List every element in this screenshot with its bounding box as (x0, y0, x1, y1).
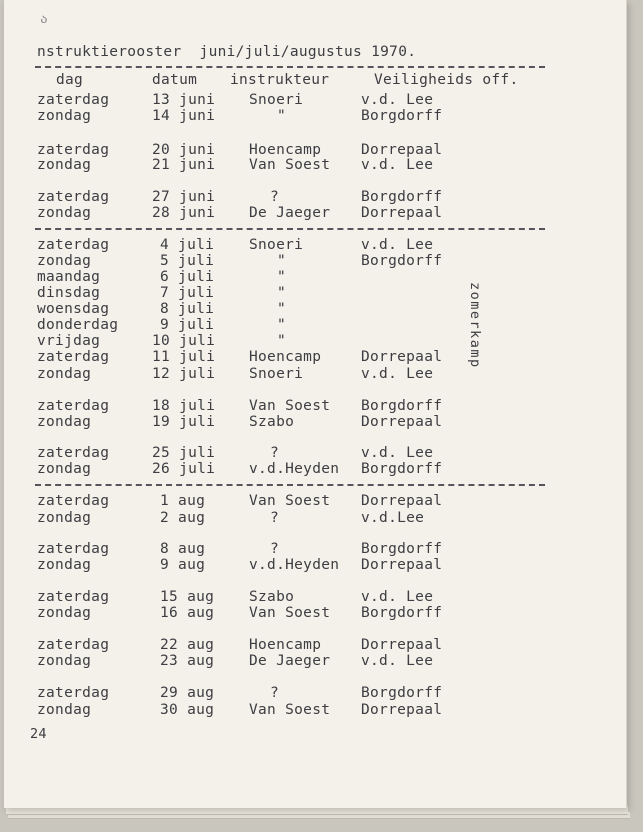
cell-instrukteur: ? (270, 445, 280, 461)
cell-datum: 7 juli (160, 285, 215, 301)
cell-datum: 26 juli (152, 461, 216, 477)
cell-veiligheid: v.d. Lee (361, 589, 434, 605)
cell-dag: zondag (37, 702, 92, 718)
cell-dag: woensdag (37, 301, 110, 317)
cell-instrukteur: Van Soest (249, 605, 331, 621)
cell-instrukteur: Hoencamp (249, 637, 322, 653)
cell-instrukteur: De Jaeger (249, 205, 331, 221)
cell-instrukteur: ? (270, 189, 280, 205)
divider-rule (35, 66, 545, 68)
document-page (4, 0, 627, 808)
cell-datum: 18 juli (152, 398, 216, 414)
cell-datum: 9 aug (160, 557, 206, 573)
cell-veiligheid: Dorrepaal (361, 349, 443, 365)
page-number: 24 (30, 726, 47, 742)
cell-veiligheid: Dorrepaal (361, 142, 443, 158)
cell-datum: 8 aug (160, 541, 206, 557)
cell-dag: zaterdag (37, 237, 110, 253)
cell-veiligheid: Borgdorff (361, 685, 443, 701)
cell-veiligheid: Borgdorff (361, 189, 443, 205)
column-header-veiligheid: Veiligheids off. (374, 72, 519, 88)
cell-dag: vrijdag (37, 333, 101, 349)
cell-veiligheid: v.d. Lee (361, 92, 434, 108)
cell-instrukteur: ? (270, 541, 280, 557)
cell-veiligheid: v.d. Lee (361, 366, 434, 382)
cell-instrukteur: " (277, 301, 287, 317)
cell-datum: 23 aug (160, 653, 215, 669)
cell-instrukteur: v.d.Heyden (249, 557, 340, 573)
cell-datum: 20 juni (152, 142, 216, 158)
cell-instrukteur: Hoencamp (249, 349, 322, 365)
cell-dag: zaterdag (37, 685, 110, 701)
cell-dag: zondag (37, 205, 92, 221)
cell-veiligheid: Borgdorff (361, 398, 443, 414)
cell-instrukteur: " (277, 269, 287, 285)
column-header-datum: datum (152, 72, 198, 88)
cell-veiligheid: v.d.Lee (361, 510, 425, 526)
cell-instrukteur: " (277, 317, 287, 333)
cell-instrukteur: ? (270, 685, 280, 701)
cell-instrukteur: De Jaeger (249, 653, 331, 669)
cell-datum: 28 juni (152, 205, 216, 221)
divider-rule (35, 228, 545, 230)
cell-datum: 10 juli (152, 333, 216, 349)
cell-instrukteur: Snoeri (249, 92, 304, 108)
cell-veiligheid: Dorrepaal (361, 702, 443, 718)
cell-veiligheid: Borgdorff (361, 108, 443, 124)
cell-veiligheid: Dorrepaal (361, 493, 443, 509)
cell-datum: 27 juni (152, 189, 216, 205)
cell-instrukteur: ? (270, 510, 280, 526)
cell-dag: maandag (37, 269, 101, 285)
cell-dag: zondag (37, 157, 92, 173)
cell-veiligheid: Borgdorff (361, 605, 443, 621)
cell-dag: zondag (37, 605, 92, 621)
page-title: nstruktierooster juni/juli/augustus 1970. (37, 44, 417, 60)
cell-dag: zondag (37, 557, 92, 573)
cell-datum: 8 juli (160, 301, 215, 317)
cell-dag: donderdag (37, 317, 119, 333)
cell-datum: 5 juli (160, 253, 215, 269)
cell-dag: zondag (37, 366, 92, 382)
cell-dag: zaterdag (37, 142, 110, 158)
cell-datum: 1 aug (160, 493, 206, 509)
cell-dag: dinsdag (37, 285, 101, 301)
column-header-dag: dag (56, 72, 84, 88)
cell-veiligheid: Dorrepaal (361, 205, 443, 221)
cell-dag: zaterdag (37, 445, 110, 461)
cell-veiligheid: Dorrepaal (361, 637, 443, 653)
cell-datum: 30 aug (160, 702, 215, 718)
cell-instrukteur: Van Soest (249, 157, 331, 173)
cell-dag: zaterdag (37, 541, 110, 557)
cell-instrukteur: Hoencamp (249, 142, 322, 158)
cell-veiligheid: v.d. Lee (361, 237, 434, 253)
column-header-instrukteur: instrukteur (230, 72, 330, 88)
cell-instrukteur: Szabo (249, 414, 295, 430)
cell-instrukteur: Snoeri (249, 237, 304, 253)
cell-datum: 13 juni (152, 92, 216, 108)
cell-datum: 6 juli (160, 269, 215, 285)
cell-dag: zaterdag (37, 189, 110, 205)
cell-datum: 19 juli (152, 414, 216, 430)
cell-veiligheid: v.d. Lee (361, 445, 434, 461)
cell-instrukteur: " (277, 253, 287, 269)
cell-instrukteur: Van Soest (249, 493, 331, 509)
cell-instrukteur: " (277, 285, 287, 301)
cell-instrukteur: Van Soest (249, 702, 331, 718)
cell-dag: zaterdag (37, 398, 110, 414)
cell-dag: zondag (37, 653, 92, 669)
cell-datum: 11 juli (152, 349, 216, 365)
cell-veiligheid: v.d. Lee (361, 653, 434, 669)
cell-dag: zaterdag (37, 92, 110, 108)
divider-rule (35, 484, 545, 486)
cell-instrukteur: Szabo (249, 589, 295, 605)
cell-dag: zaterdag (37, 349, 110, 365)
cell-instrukteur: v.d.Heyden (249, 461, 340, 477)
cell-datum: 29 aug (160, 685, 215, 701)
cell-datum: 22 aug (160, 637, 215, 653)
cell-datum: 4 juli (160, 237, 215, 253)
cell-dag: zondag (37, 461, 92, 477)
cell-veiligheid: Borgdorff (361, 541, 443, 557)
cell-dag: zondag (37, 414, 92, 430)
cell-dag: zondag (37, 108, 92, 124)
cell-datum: 12 juli (152, 366, 216, 382)
zomerkamp-label: zomerkamp (467, 282, 483, 369)
corner-mark: ა (40, 12, 49, 27)
cell-instrukteur: " (277, 108, 287, 124)
cell-dag: zaterdag (37, 637, 110, 653)
cell-instrukteur: " (277, 333, 287, 349)
cell-datum: 21 juni (152, 157, 216, 173)
cell-datum: 25 juli (152, 445, 216, 461)
cell-instrukteur: Snoeri (249, 366, 304, 382)
cell-datum: 9 juli (160, 317, 215, 333)
cell-datum: 15 aug (160, 589, 215, 605)
cell-datum: 16 aug (160, 605, 215, 621)
cell-dag: zaterdag (37, 589, 110, 605)
cell-dag: zondag (37, 253, 92, 269)
cell-datum: 2 aug (160, 510, 206, 526)
cell-dag: zondag (37, 510, 92, 526)
cell-veiligheid: Borgdorff (361, 253, 443, 269)
cell-veiligheid: Dorrepaal (361, 557, 443, 573)
cell-datum: 14 juni (152, 108, 216, 124)
cell-veiligheid: Borgdorff (361, 461, 443, 477)
cell-dag: zaterdag (37, 493, 110, 509)
cell-instrukteur: Van Soest (249, 398, 331, 414)
cell-veiligheid: Dorrepaal (361, 414, 443, 430)
cell-veiligheid: v.d. Lee (361, 157, 434, 173)
